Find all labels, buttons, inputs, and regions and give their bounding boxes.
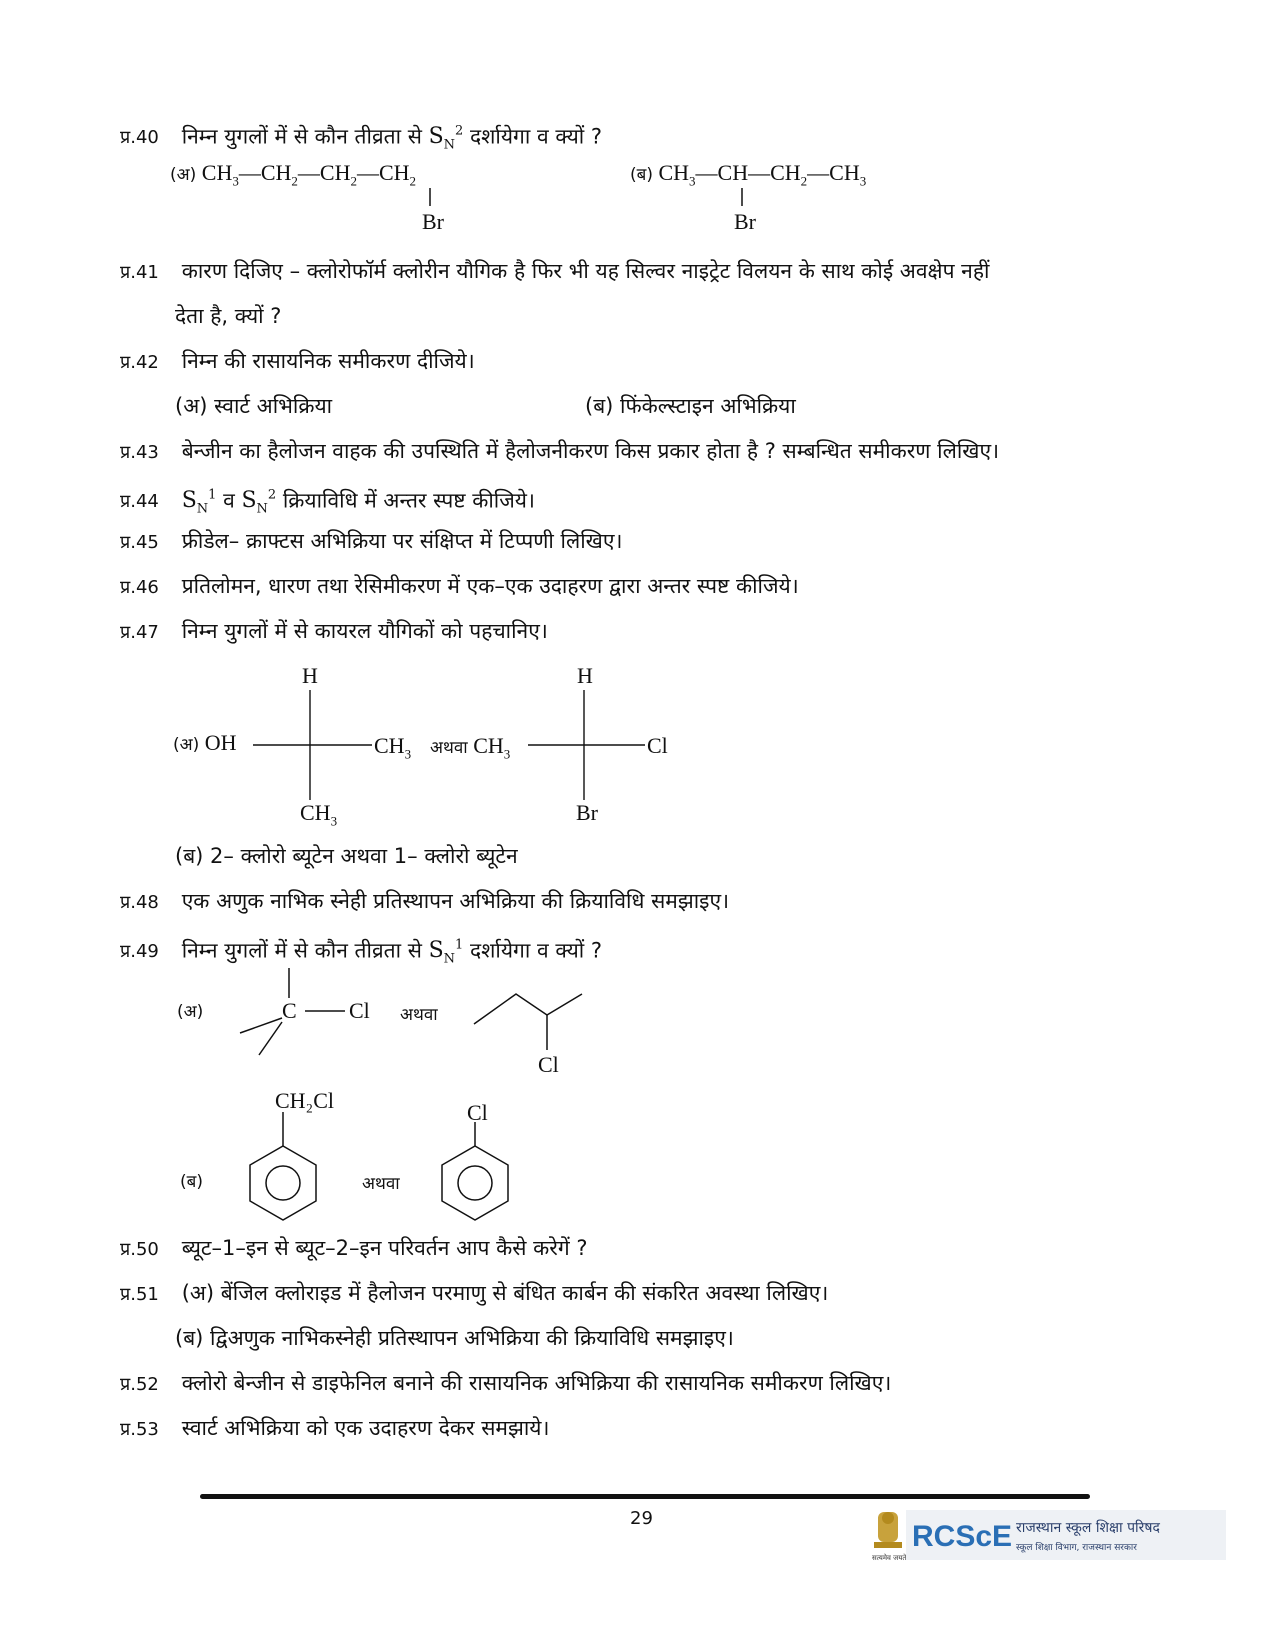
question-52 (120, 1368, 891, 1400)
question-text: फ्रीडेल– क्राफ्टस अभिक्रिया पर संक्षिप्त में टिप्पणी लिखिए। (181, 529, 623, 553)
question-44: प्र.44 $S_N^1$ व $S_N^2$ क्रियाविधि में अन्तर स्पष्ट कीजिये। (120, 488, 535, 517)
svg-text:सत्यमेव जयते: सत्यमेव जयते (872, 1554, 907, 1562)
athva-47: अथवा $CH_3$ (430, 733, 511, 762)
question-number: प्र.41 (120, 262, 159, 283)
sn1-symbol: $S_N^1$ (181, 488, 217, 517)
c-49a: C (282, 998, 297, 1023)
question-number: प्र.44 (120, 491, 159, 513)
question-text: बेन्जीन का हैलोजन वाहक की उपस्थिति में हैलोजनीकरण किस प्रकार होता है ? सम्बन्धित समीकरण लिखिए। (181, 439, 1000, 463)
athva-49b: अथवा (362, 1174, 400, 1194)
br-47b: Br (576, 800, 598, 825)
option-42b: (ब) फिंकेल्स्टाइन अभिक्रिया (585, 394, 796, 418)
ashoka-emblem-icon (872, 1512, 907, 1562)
ch2cl-49b: CH₂Cl (275, 1088, 335, 1113)
question-50 (120, 1233, 588, 1265)
question-number: प्र.47 (120, 622, 159, 643)
question-number: प्र.53 (120, 1419, 159, 1440)
question-text: क्रियाविधि में अन्तर स्पष्ट कीजिये। (276, 488, 535, 513)
structure-40b: (ब) $CH_3—CH—CH_2—CH_3$ (630, 160, 867, 189)
question-text: ब्यूट–1–इन से ब्यूट–2–इन परिवर्तन आप कैसे करेगें ? (181, 1236, 588, 1260)
svg-text:राजस्थान स्कूल शिक्षा परिषद: राजस्थान स्कूल शिक्षा परिषद (1016, 1520, 1160, 1536)
question-text: निम्न युगलों में से कौन तीव्रता से (181, 124, 429, 149)
question-text: (अ) बेंजिल क्लोराइड में हैलोजन परमाणु से बंधित कार्बन की संकरित अवस्था लिखिए। (181, 1281, 829, 1305)
cl-47b: Cl (647, 733, 668, 758)
label-49b: (ब) (180, 1172, 203, 1192)
question-text: एक अणुक नाभिक स्नेही प्रतिस्थापन अभिक्रिया की क्रियाविधि समझाइए। (181, 889, 730, 913)
question-number: प्र.48 (120, 892, 159, 913)
question-text: निम्न युगलों में से कायरल यौगिकों को पहचानिए। (181, 619, 548, 643)
cl-49a: Cl (349, 998, 370, 1023)
question-number: प्र.51 (120, 1284, 159, 1305)
question-number: प्र.43 (120, 442, 159, 463)
question-text: क्लोरो बेन्जीन से डाइफेनिल बनाने की रासायनिक अभिक्रिया की रासायनिक समीकरण लिखिए। (181, 1371, 892, 1395)
question-text-end: दर्शायेगा व क्यों ? (463, 938, 603, 963)
sn2-symbol: $S_N^2$ (241, 488, 277, 517)
svg-text:स्कूल शिक्षा विभाग, राजस्थान स: स्कूल शिक्षा विभाग, राजस्थान सरकार (1016, 1543, 1137, 1553)
question-text: निम्न युगलों में से कौन तीव्रता से (181, 938, 429, 963)
question-number: प्र.42 (120, 352, 159, 373)
ch3-47a-right: $CH_3$ (374, 733, 412, 762)
question-text: प्रतिलोमन, धारण तथा रेसिमीकरण में एक–एक उदाहरण द्वारा अन्तर स्पष्ट कीजिये। (181, 574, 799, 598)
rcsce-logo (868, 1506, 1228, 1564)
sn1-symbol: $S_N^1$ (428, 938, 464, 967)
question-number: प्र.45 (120, 532, 159, 553)
cl-49b: Cl (467, 1100, 488, 1125)
question-number: प्र.52 (120, 1374, 159, 1395)
athva-49a: अथवा (400, 1005, 438, 1025)
question-text: निम्न की रासायनिक समीकरण दीजिये। (181, 349, 475, 373)
question-text-end: दर्शायेगा व क्यों ? (463, 124, 603, 149)
cl-49a-skeletal: Cl (538, 1052, 559, 1077)
question-51 (120, 1278, 828, 1310)
footer-divider (200, 1494, 1090, 1499)
question-number: प्र.50 (120, 1239, 159, 1260)
svg-text:RCScE: RCScE (912, 1520, 1013, 1553)
h-47a: H (302, 663, 318, 688)
h-47b: H (577, 663, 593, 688)
question-number: प्र.40 (120, 127, 159, 149)
br-40b: Br (734, 209, 756, 234)
ch3-47a-bottom: $CH_3$ (300, 800, 338, 829)
question-number: प्र.46 (120, 577, 159, 598)
page-number: 29 (630, 1508, 653, 1529)
question-51-cont: (ब) द्विअणुक नाभिकस्नेही प्रतिस्थापन अभिक्रिया की क्रियाविधि समझाइए। (175, 1326, 734, 1350)
question-text: कारण दिजिए – क्लोरोफॉर्म क्लोरीन यौगिक है फिर भी यह सिल्वर नाइट्रेट विलयन के साथ कोई अवक्षेप नहीं (181, 259, 990, 283)
question-53 (120, 1413, 549, 1445)
label-49a: (अ) (177, 1002, 204, 1022)
br-40a: Br (422, 209, 444, 234)
option-42a: (अ) स्वार्ट अभिक्रिया (175, 394, 333, 418)
sn2-symbol: $S_N^2$ (428, 124, 464, 153)
option-47b: (ब) 2– क्लोरो ब्यूटेन अथवा 1– क्लोरो ब्यूटेन (175, 844, 518, 868)
question-41-cont: देता है, क्यों ? (175, 304, 282, 328)
structure-40a: (अ) $CH_3—CH_2—CH_2—CH_2$ (170, 160, 417, 189)
question-text: स्वार्ट अभिक्रिया को एक उदाहरण देकर समझाये। (181, 1416, 550, 1440)
question-number: प्र.49 (120, 941, 159, 963)
label-47a: (अ) OH (173, 730, 237, 755)
